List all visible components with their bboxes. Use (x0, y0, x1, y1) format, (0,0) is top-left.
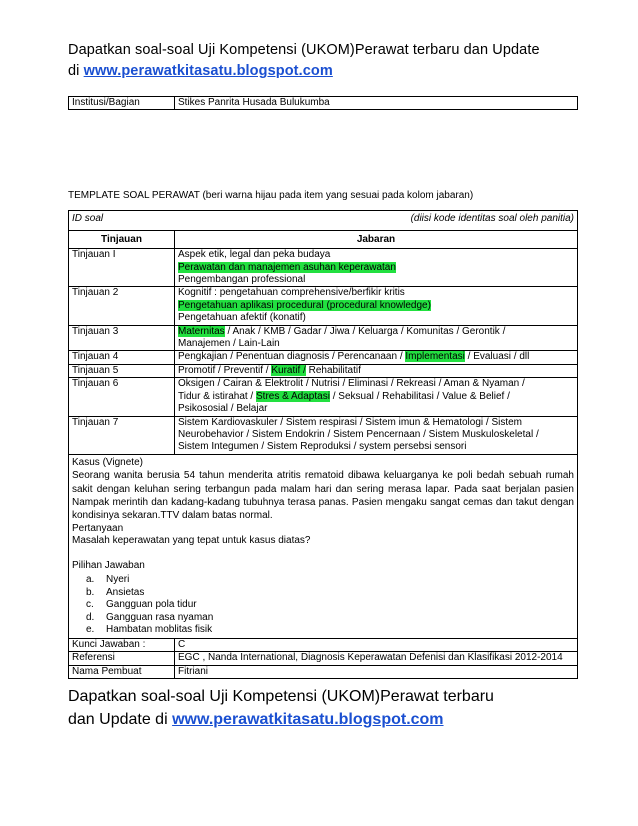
tinjauan-1-label: Tinjauan I (69, 249, 175, 287)
kasus-title: Kasus (Vignete) (72, 456, 143, 468)
tinjauan-1-jabaran (175, 249, 578, 287)
promo-footer-line1: Dapatkan soal-soal Uji Kompetensi (UKOM)Perawat terbaru (68, 688, 494, 706)
tinjauan-6-post: / Seksual / Rehabilitasi / Value & Belief / (329, 390, 510, 402)
kunci-row (69, 638, 578, 651)
tinjauan-4-highlight[interactable]: Implementasi (405, 351, 465, 363)
tinjauan-2-line3: Pengetahuan afektif (konatif) (178, 312, 306, 324)
promo-header-line1: Dapatkan soal-soal Uji Kompetensi (UKOM)Perawat terbaru dan Update (68, 42, 540, 58)
id-soal-label: ID soal (72, 213, 104, 225)
tinjauan-4-pre: Pengkajian / Penentuan diagnosis / Perencanaan / (178, 351, 406, 363)
kunci-value: C (175, 638, 578, 651)
tinjauan-3-row (69, 325, 578, 351)
pembuat-value: Fitriani (175, 665, 578, 678)
institusi-table (68, 96, 578, 110)
tinjauan-6-jabaran (175, 378, 578, 416)
kunci-label: Kunci Jawaban : (69, 638, 175, 651)
option-a[interactable] (86, 574, 574, 587)
referensi-row (69, 652, 578, 665)
document-page (68, 40, 578, 731)
tinjauan-3-label: Tinjauan 3 (69, 325, 175, 351)
tinjauan-7-line3: Sistem Integumen / Sistem Reproduksi / system persebsi sensori (178, 441, 467, 453)
tinjauan-2-label: Tinjauan 2 (69, 287, 175, 325)
header-row (69, 230, 578, 248)
promo-header (68, 40, 578, 82)
option-b-text: Ansietas (106, 586, 145, 598)
tinjauan-6-row (69, 378, 578, 416)
tinjauan-5-row (69, 364, 578, 377)
option-e-label: e. (86, 624, 95, 636)
option-c-label: c. (86, 599, 94, 611)
tinjauan-1-highlight[interactable]: Perawatan dan manajemen asuhan keperawatan (178, 261, 396, 273)
tinjauan-7-row (69, 416, 578, 454)
soal-table (68, 210, 578, 679)
tinjauan-5-post: Rehabilitatif (305, 364, 361, 376)
option-c[interactable] (86, 599, 574, 612)
tinjauan-2-line1: Kognitif : pengetahuan comprehensive/berfikir kritis (178, 287, 405, 299)
tinjauan-1-line1: Aspek etik, legal dan peka budaya (178, 249, 331, 261)
tinjauan-6-label: Tinjauan 6 (69, 378, 175, 416)
col-header-tinjauan: Tinjauan (69, 230, 175, 248)
id-soal-row (69, 211, 578, 230)
option-a-text: Nyeri (106, 573, 130, 585)
referensi-value: EGC , Nanda International, Diagnosis Keperawatan Defenisi dan Klasifikasi 2012-2014 (175, 652, 578, 665)
option-list (72, 574, 574, 637)
tinjauan-5-highlight[interactable]: Kuratif / (271, 364, 306, 376)
tinjauan-4-post: / Evaluasi / dll (464, 351, 530, 363)
tinjauan-6-line1: Oksigen / Cairan & Elektrolit / Nutrisi / Eliminasi / Rekreasi / Aman & Nyaman / (178, 378, 525, 390)
promo-footer-pre: dan Update di (68, 711, 173, 729)
tinjauan-3-rest: / Anak / KMB / Gadar / Jiwa / Keluarga / Komunitas / Gerontik / (224, 325, 506, 337)
tinjauan-2-jabaran (175, 287, 578, 325)
option-b-label: b. (86, 586, 95, 598)
tinjauan-3-highlight[interactable]: Maternitas (178, 325, 225, 337)
option-d-text: Gangguan rasa nyaman (106, 611, 214, 623)
option-c-text: Gangguan pola tidur (106, 599, 197, 611)
kasus-cell (69, 454, 578, 638)
tinjauan-4-label: Tinjauan 4 (69, 351, 175, 364)
option-d[interactable] (86, 612, 574, 625)
tinjauan-4-jabaran (175, 351, 578, 364)
option-e[interactable] (86, 624, 574, 637)
option-a-label: a. (86, 573, 95, 585)
institusi-value: Stikes Panrita Husada Bulukumba (175, 97, 578, 110)
kasus-body: Seorang wanita berusia 54 tahun menderita atritis rematoid dibawa keluarganya ke poli bedah sebuah rumah sakit dengan keluhan sering terbangun pada malam hari dan sering merasa lapar. Pada saat berjalan pasien Nampak merintih dan kadang-kadang tubuhnya terasa panas. Pasien mengaku sangat cemas dan takut dengan kondisinya sekaran.TTV dalam batas normal. (72, 470, 574, 522)
promo-footer-line2 (68, 708, 538, 731)
tinjauan-1-row (69, 249, 578, 287)
tinjauan-7-line1: Sistem Kardiovaskuler / Sistem respirasi / Sistem imun & Hematologi / Sistem (178, 416, 522, 428)
tinjauan-5-label: Tinjauan 5 (69, 364, 175, 377)
pertanyaan-text: Masalah keperawatan yang tepat untuk kasus diatas? (72, 535, 311, 547)
promo-header-di: di (68, 63, 84, 79)
promo-header-link[interactable]: www.perawatkitasatu.blogspot.com (83, 63, 333, 79)
option-e-text: Hambatan moblitas fisik (106, 624, 213, 636)
referensi-label: Referensi (69, 652, 175, 665)
col-header-jabaran: Jabaran (175, 230, 578, 248)
pertanyaan-label: Pertanyaan (72, 522, 124, 534)
tinjauan-6-pre: Tidur & istirahat / (178, 390, 256, 402)
tinjauan-1-line3: Pengembangan professional (178, 274, 306, 286)
kasus-row (69, 454, 578, 638)
pembuat-row (69, 665, 578, 678)
tinjauan-6-highlight[interactable]: Stres & Adaptasi (256, 390, 330, 402)
tinjauan-4-row (69, 351, 578, 364)
id-soal-note: (diisi kode identitas soal oleh panitia) (410, 213, 574, 225)
promo-header-line2 (68, 61, 578, 82)
tinjauan-3-line2: Manajemen / Lain-Lain (178, 338, 280, 350)
tinjauan-2-row (69, 287, 578, 325)
option-d-label: d. (86, 611, 95, 623)
tinjauan-2-highlight[interactable]: Pengetahuan aplikasi procedural (procedural knowledge) (178, 299, 431, 311)
option-b[interactable] (86, 587, 574, 600)
promo-footer (68, 685, 538, 731)
tinjauan-5-pre: Promotif / Preventif / (178, 364, 272, 376)
template-title: TEMPLATE SOAL PERAWAT (beri warna hijau pada item yang sesuai pada kolom jabaran) (68, 190, 474, 202)
tinjauan-5-jabaran (175, 364, 578, 377)
institusi-label: Institusi/Bagian (69, 97, 175, 110)
pilihan-label: Pilihan Jawaban (72, 559, 145, 571)
promo-footer-link[interactable]: www.perawatkitasatu.blogspot.com (172, 711, 444, 729)
tinjauan-7-jabaran (175, 416, 578, 454)
tinjauan-7-label: Tinjauan 7 (69, 416, 175, 454)
tinjauan-7-line2: Neurobehavior / Sistem Endokrin / Sistem Pencernaan / Sistem Muskuloskeletal / (178, 428, 539, 440)
tinjauan-3-jabaran (175, 325, 578, 351)
tinjauan-6-line3: Psikososial / Belajar (178, 403, 268, 415)
pembuat-label: Nama Pembuat (69, 665, 175, 678)
institusi-row (69, 97, 578, 110)
